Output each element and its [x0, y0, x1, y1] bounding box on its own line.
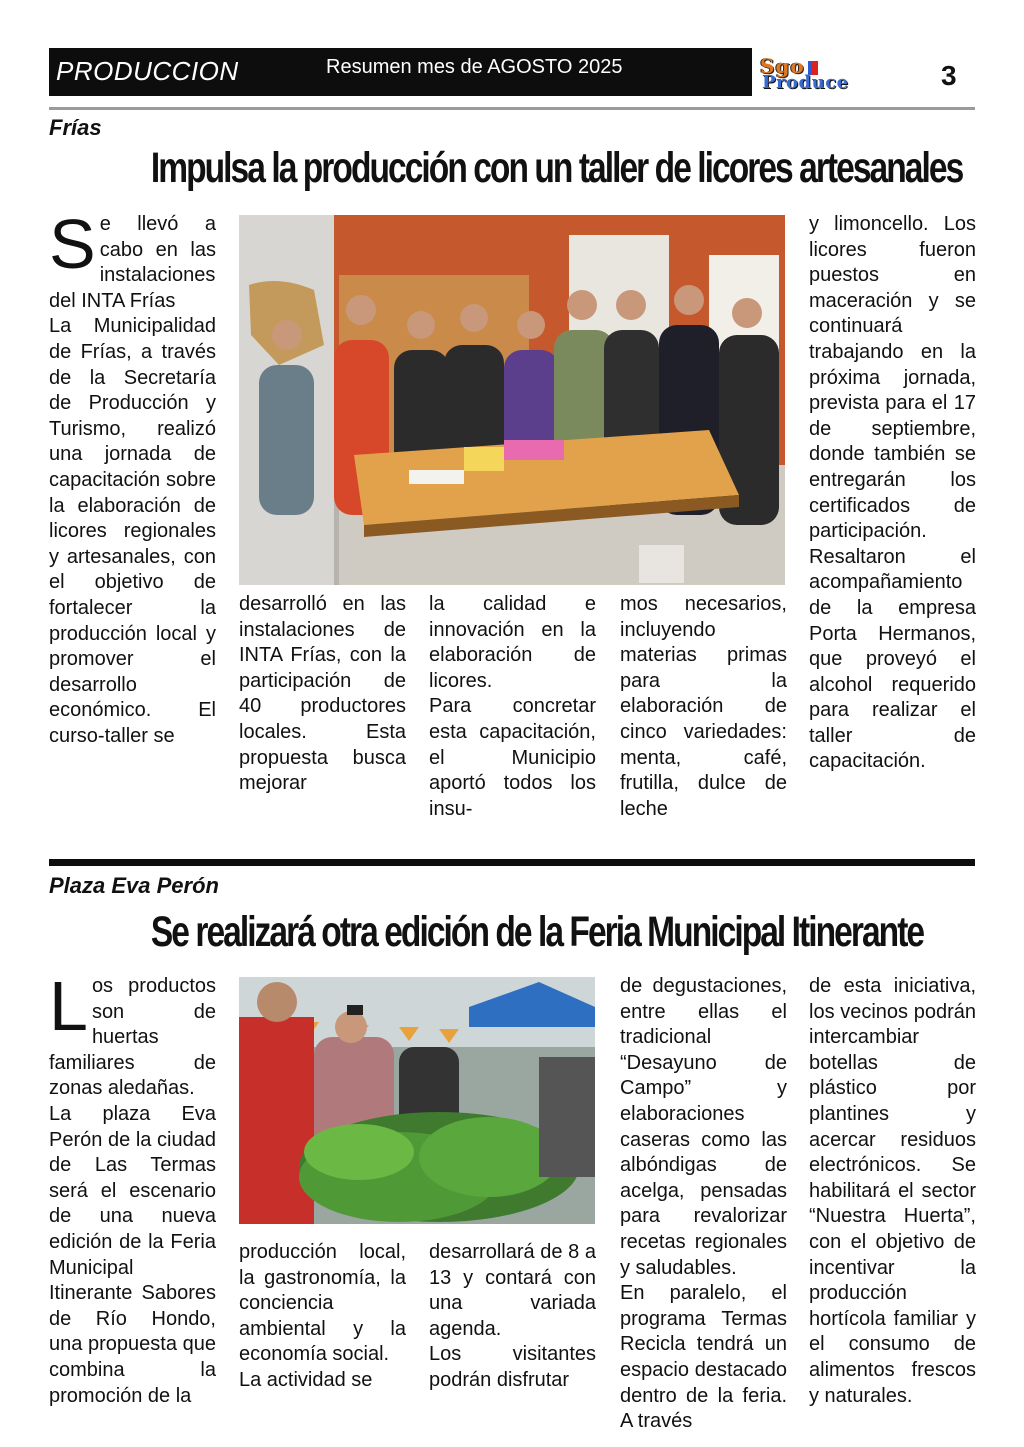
page-number: 3: [941, 60, 957, 91]
logo-line2: Produce: [762, 72, 849, 93]
article1-col1: [49, 205, 216, 749]
article2-headline: Se realizará otra edición de la Feria Municipal Itinerante: [150, 908, 924, 956]
article2-col3: [429, 1240, 596, 1394]
article2-col2-text-a: producción local, la gastronomía, la conciencia ambiental y la economía social.: [239, 1241, 406, 1366]
article2-col5: [809, 974, 976, 1409]
section-title: PRODUCCION: [56, 56, 239, 86]
article1-col5-text: y limoncello. Los licores fueron puestos en maceración y se continuará trabajando en la próxima jornada, prevista para el 17 de septiembre, donde también se entregarán los certificados de participación. Resaltaron el acompañamiento de la empresa Porta Hermanos, que proveyó el alcohol requerido para realizar el taller de capacitación.: [809, 213, 976, 773]
issue-summary: Resumen mes de AGOSTO 2025: [326, 56, 623, 78]
article2-col2: [239, 1240, 406, 1394]
article1-col3: [429, 592, 596, 822]
header-rule: [49, 107, 975, 110]
article2-col1-body: La plaza Eva Perón de la ciudad de Las Termas será el escenario de una nueva edición de la Feria Municipal Itinerante Sabores de Río Hondo, una propuesta que combina la promoción de la: [49, 1102, 216, 1407]
article2-col4-text-b: En paralelo, el programa Termas Recicla tendrá un espacio destacado dentro de la feria. A través: [620, 1282, 787, 1433]
article2-col4-text-a: de degustaciones, entre ellas el tradicional “Desayuno de Campo” y elaboraciones caseras como las albóndigas de acelga, pensadas para revalorizar recetas regionales y saludables.: [620, 975, 787, 1279]
article1-col2-text: desarrolló en las instalaciones de INTA Frías, con la participación de 40 productores locales. Esta propuesta busca mejorar: [239, 593, 406, 795]
article-separator: [49, 859, 975, 866]
article2-dropcap: L: [49, 967, 88, 1045]
article2-col3-text-b: Los visitantes podrán disfrutar: [429, 1343, 596, 1391]
article1-kicker: Frías: [49, 115, 102, 140]
article2-col3-text-a: desarrollará de 8 a 13 y contará con una variada agenda.: [429, 1241, 596, 1340]
logo-line1: Sgo: [760, 54, 805, 78]
article2-col5-text: de esta iniciativa, los vecinos podrán intercambiar botellas de plástico por plantines y acercar residuos electrónicos. Se habilitará el sector “Nuestra Huerta”, con el objetivo de incentivar la producción hortícola familiar y el consumo de alimentos frescos y naturales.: [809, 975, 976, 1407]
article1-dropcap: S: [49, 205, 96, 283]
article2-col4: [620, 974, 787, 1435]
article2-photo: [239, 977, 595, 1224]
article1-col3-text-a: la calidad e innovación en la elaboración de licores.: [429, 593, 596, 692]
article2-kicker: Plaza Eva Perón: [49, 873, 219, 898]
article1-col5: [809, 212, 976, 775]
article1-headline: Impulsa la producción con un taller de licores artesanales: [150, 144, 963, 192]
article1-col2: [239, 592, 406, 797]
article1-photo: [239, 215, 785, 585]
article1-lead: e llevó a cabo en las instalaciones del INTA Frías: [49, 213, 216, 312]
sgo-produce-logo: [760, 54, 900, 92]
article1-col4-text: mos necesarios, incluyendo materias primas para la elaboración de cinco variedades: menta, café, frutilla, dulce de leche: [620, 593, 787, 820]
article1-col1-body: La Municipalidad de Frías, a través de la Secretaría de Producción y Turismo, realizó una jornada de capacitación sobre la elaboración de licores regionales y artesanales, con el objetivo de fortalecer la producción local y promover el desarrollo económico. El curso-taller se: [49, 315, 216, 747]
article2-col1: [49, 967, 216, 1409]
article1-col4: [620, 592, 787, 822]
article2-lead: os productos son de huertas familiares de zonas aledañas.: [49, 975, 216, 1100]
article1-col3-text-b: Para concretar esta capacitación, el Municipio aportó todos los insu-: [429, 695, 596, 820]
article2-col2-text-b: La actividad se: [239, 1368, 373, 1391]
